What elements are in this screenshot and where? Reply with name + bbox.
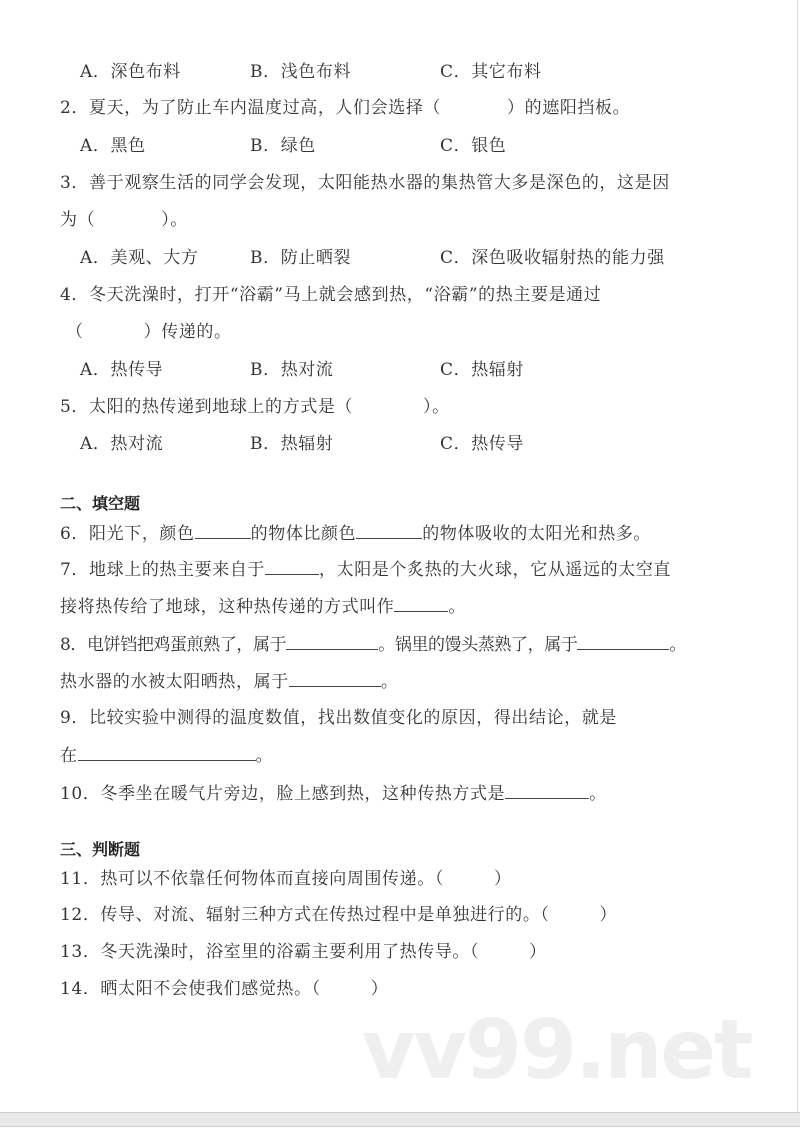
question-9-cont bbox=[60, 744, 273, 768]
q3-option-a: A．美观、大方 bbox=[80, 248, 199, 268]
page-edge bbox=[797, 0, 798, 1112]
question-14 bbox=[60, 977, 388, 1001]
question-8-cont bbox=[60, 670, 398, 694]
answer-blank[interactable] bbox=[394, 595, 448, 612]
question-11 bbox=[60, 867, 512, 891]
q4-option-a: A．热传导 bbox=[80, 360, 164, 380]
q10-text: 10．冬季坐在暖气片旁边，脸上感到热，这种传热方式是 bbox=[60, 784, 506, 804]
q9-text: 在 bbox=[60, 746, 78, 766]
q3-text: 为（ bbox=[60, 210, 96, 230]
q1-option-b: B．浅色布料 bbox=[250, 62, 352, 82]
question-8 bbox=[60, 633, 686, 657]
q3-text-end: ）。 bbox=[161, 210, 188, 230]
q11-text-end: ） bbox=[493, 869, 512, 889]
question-9: 9．比较实验中测得的温度数值，找出数值变化的原因，得出结论，就是 bbox=[60, 708, 618, 728]
q5-option-a: A．热对流 bbox=[80, 434, 164, 454]
q4-option-c: C．热辐射 bbox=[440, 360, 525, 380]
q5-option-b: B．热辐射 bbox=[250, 434, 334, 454]
question-4-cont bbox=[66, 320, 232, 344]
q5-text-end: ）。 bbox=[423, 397, 450, 417]
q2-option-b: B．绿色 bbox=[250, 136, 316, 156]
q14-text: 14．晒太阳不会使我们感觉热。（ bbox=[60, 979, 321, 999]
q9-text-end: 。 bbox=[255, 746, 274, 766]
answer-blank[interactable] bbox=[78, 744, 256, 761]
q2-option-c: C．银色 bbox=[440, 136, 507, 156]
q2-option-a: A．黑色 bbox=[80, 136, 146, 156]
answer-blank[interactable] bbox=[289, 670, 381, 687]
q5-text: 5．太阳的热传递到地球上的方式是（ bbox=[60, 397, 354, 417]
q11-text: 11．热可以不依靠任何物体而直接向周围传递。（ bbox=[60, 869, 444, 889]
answer-blank[interactable] bbox=[195, 522, 251, 539]
section-fill-in-heading: 二、填空题 bbox=[60, 494, 141, 513]
q7-text-2: 接将热传给了地球，这种热传递的方式叫作 bbox=[60, 597, 395, 617]
q5-option-c: C．热传导 bbox=[440, 434, 525, 454]
question-3: 3．善于观察生活的同学会发现，太阳能热水器的集热管大多是深色的，这是因 bbox=[60, 173, 670, 193]
question-13 bbox=[60, 940, 547, 964]
question-6 bbox=[60, 522, 651, 546]
question-7 bbox=[60, 558, 671, 582]
q1-option-c: C．其它布料 bbox=[440, 62, 542, 82]
q10-text-end: 。 bbox=[589, 784, 607, 804]
page-separator bbox=[0, 1112, 800, 1127]
q7-text: 7．地球上的热主要来自于 bbox=[60, 560, 266, 580]
question-5 bbox=[60, 395, 450, 419]
question-10 bbox=[60, 782, 607, 806]
answer-blank[interactable] bbox=[286, 633, 378, 650]
q8-text-mid: 。锅里的馒头蒸熟了，属于 bbox=[378, 635, 578, 655]
q7-text-mid: ，太阳是个炙热的大火球，它从遥远的太空直 bbox=[319, 560, 672, 580]
answer-blank[interactable] bbox=[265, 558, 319, 575]
q13-text: 13．冬天洗澡时，浴室里的浴霸主要利用了热传导。（ bbox=[60, 942, 480, 962]
q7-text-end: 。 bbox=[448, 597, 467, 617]
q3-option-b: B．防止晒裂 bbox=[250, 248, 352, 268]
q6-text: 6．阳光下，颜色 bbox=[60, 524, 195, 544]
q12-text: 12．传导、对流、辐射三种方式在传热过程中是单独进行的。（ bbox=[60, 905, 550, 925]
q4-text: （ bbox=[66, 322, 84, 342]
answer-blank[interactable] bbox=[356, 522, 422, 539]
q8-text-end: 。 bbox=[669, 635, 687, 655]
answer-blank[interactable] bbox=[577, 633, 669, 650]
q12-text-end: ） bbox=[599, 905, 618, 925]
section-judgement-heading: 三、判断题 bbox=[60, 840, 141, 859]
question-7-cont bbox=[60, 595, 466, 619]
question-12 bbox=[60, 903, 617, 927]
q13-text-end: ） bbox=[529, 942, 547, 962]
q1-option-a: A．深色布料 bbox=[80, 62, 181, 82]
q4-option-b: B．热对流 bbox=[250, 360, 334, 380]
q6-text-end: 的物体吸收的太阳光和热多。 bbox=[422, 524, 652, 544]
answer-blank[interactable] bbox=[505, 782, 589, 799]
question-2 bbox=[60, 96, 630, 120]
q4-text-end: ）传递的。 bbox=[143, 322, 232, 342]
q8-text: 8．电饼铛把鸡蛋煎熟了，属于 bbox=[60, 635, 287, 655]
q8-text-2: 热水器的水被太阳晒热，属于 bbox=[60, 672, 289, 692]
question-4: 4．冬天洗澡时，打开“浴霸”马上就会感到热，“浴霸”的热主要是通过 bbox=[60, 285, 602, 305]
q14-text-end: ） bbox=[370, 979, 389, 999]
q2-text: 2．夏天，为了防止车内温度过高，人们会选择（ bbox=[60, 98, 442, 118]
q3-option-c: C．深色吸收辐射热的能力强 bbox=[440, 248, 665, 268]
q6-text-mid: 的物体比颜色 bbox=[250, 524, 357, 544]
watermark: vv99.net bbox=[362, 1003, 752, 1098]
q8-text-end-2: 。 bbox=[380, 672, 399, 692]
q2-text-end: ）的遮阳挡板。 bbox=[507, 98, 631, 118]
question-3-cont bbox=[60, 208, 188, 232]
